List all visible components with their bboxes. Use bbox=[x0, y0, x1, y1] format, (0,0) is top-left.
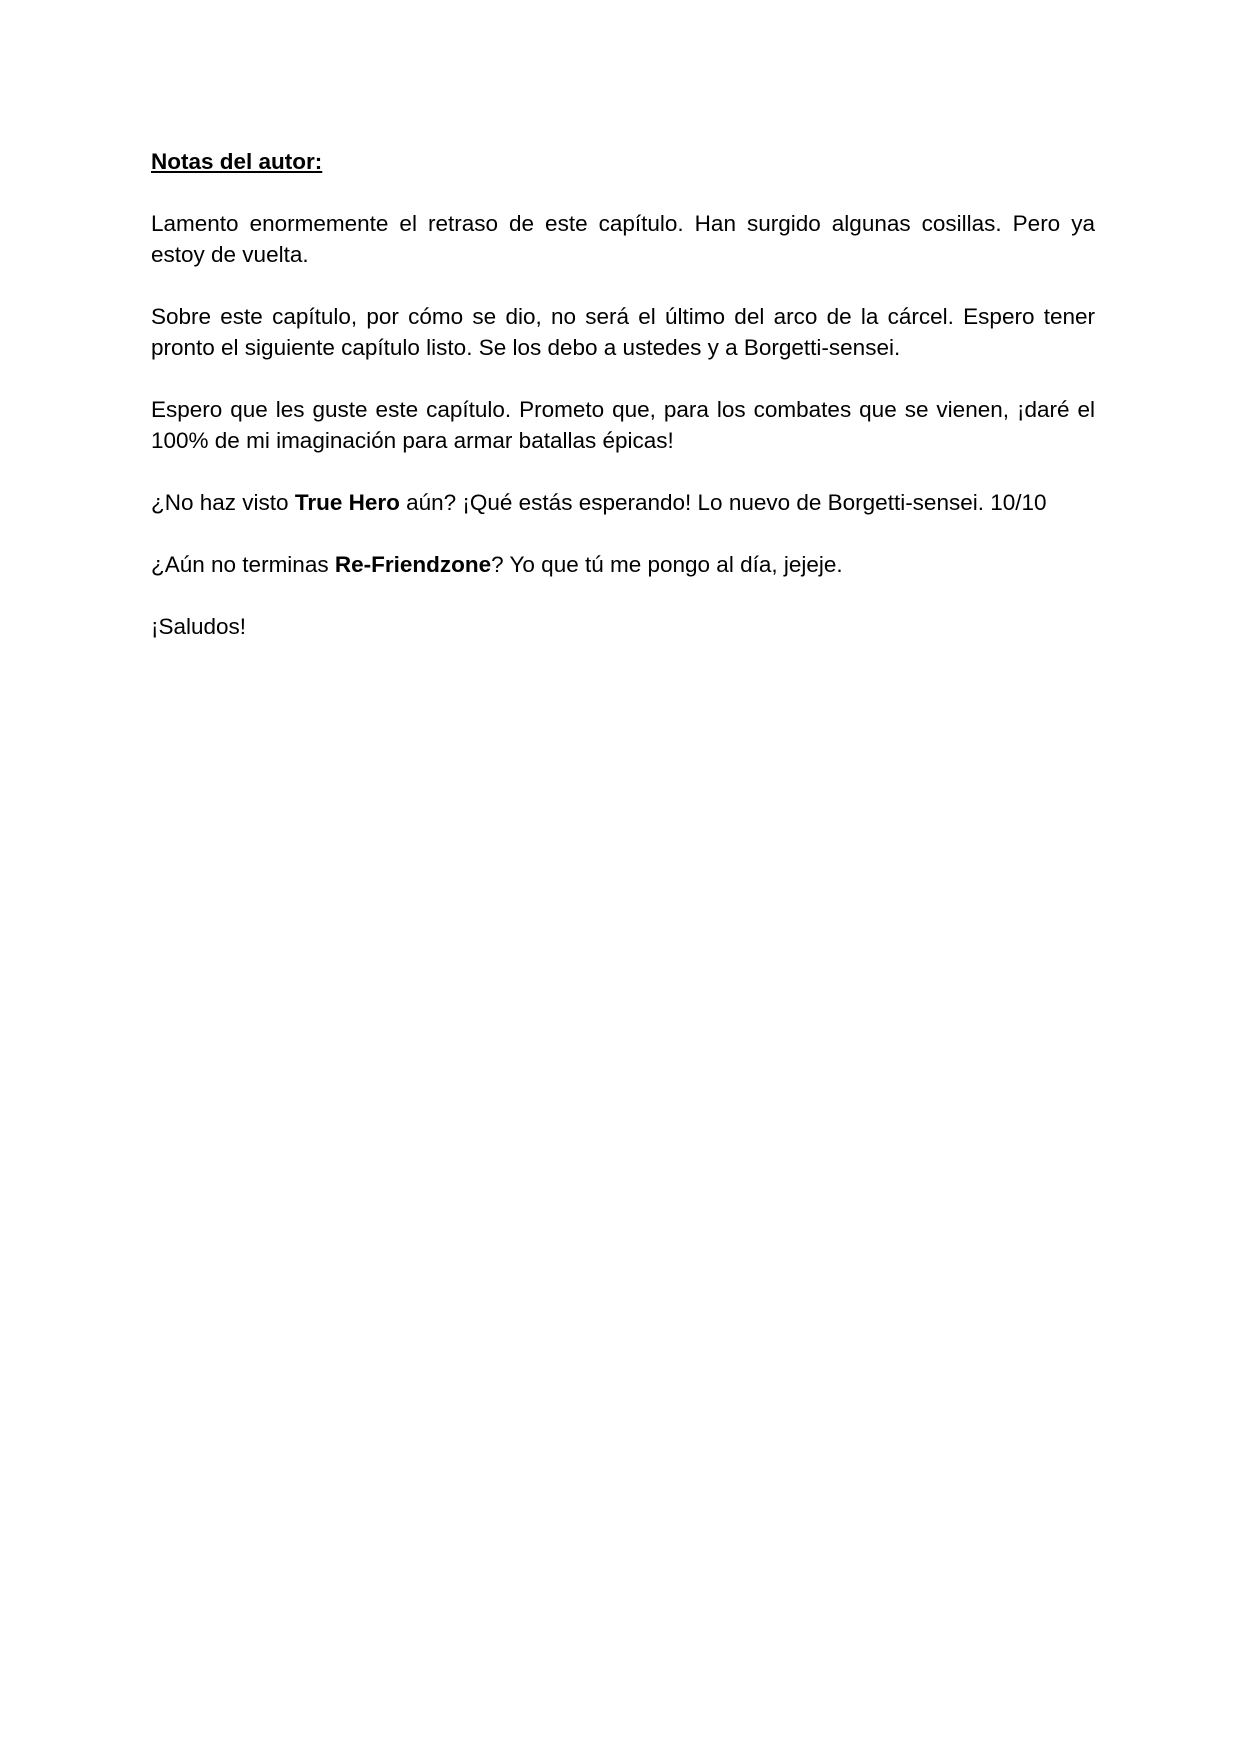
re-friendzone-text-before: ¿Aún no terminas bbox=[151, 552, 335, 577]
paragraph-re-friendzone bbox=[151, 549, 1095, 580]
document-body bbox=[151, 146, 1095, 673]
re-friendzone-title: Re-Friendzone bbox=[334, 552, 492, 577]
paragraph-hope: Espero que les guste este capítulo. Prometo que, para los combates que se vienen, ¡daré el 100% de mi imaginación para armar batallas épicas! bbox=[151, 397, 1095, 453]
re-friendzone-text-after: ? Yo que tú me pongo al día, jejeje. bbox=[491, 552, 843, 577]
paragraph-greeting: ¡Saludos! bbox=[151, 614, 247, 639]
paragraph-apology: Lamento enormemente el retraso de este capítulo. Han surgido algunas cosillas. Pero ya estoy de vuelta. bbox=[151, 211, 1095, 267]
true-hero-text-before: ¿No haz visto bbox=[151, 490, 295, 515]
author-notes-heading: Notas del autor: bbox=[151, 149, 323, 174]
true-hero-title: True Hero bbox=[294, 490, 400, 515]
paragraph-true-hero bbox=[151, 487, 1095, 518]
paragraph-chapter-info: Sobre este capítulo, por cómo se dio, no será el último del arco de la cárcel. Espero tener pronto el siguiente capítulo listo. Se los debo a ustedes y a Borgetti-sensei. bbox=[151, 304, 1095, 360]
true-hero-text-after: aún? ¡Qué estás esperando! Lo nuevo de Borgetti-sensei. 10/10 bbox=[399, 490, 1047, 515]
